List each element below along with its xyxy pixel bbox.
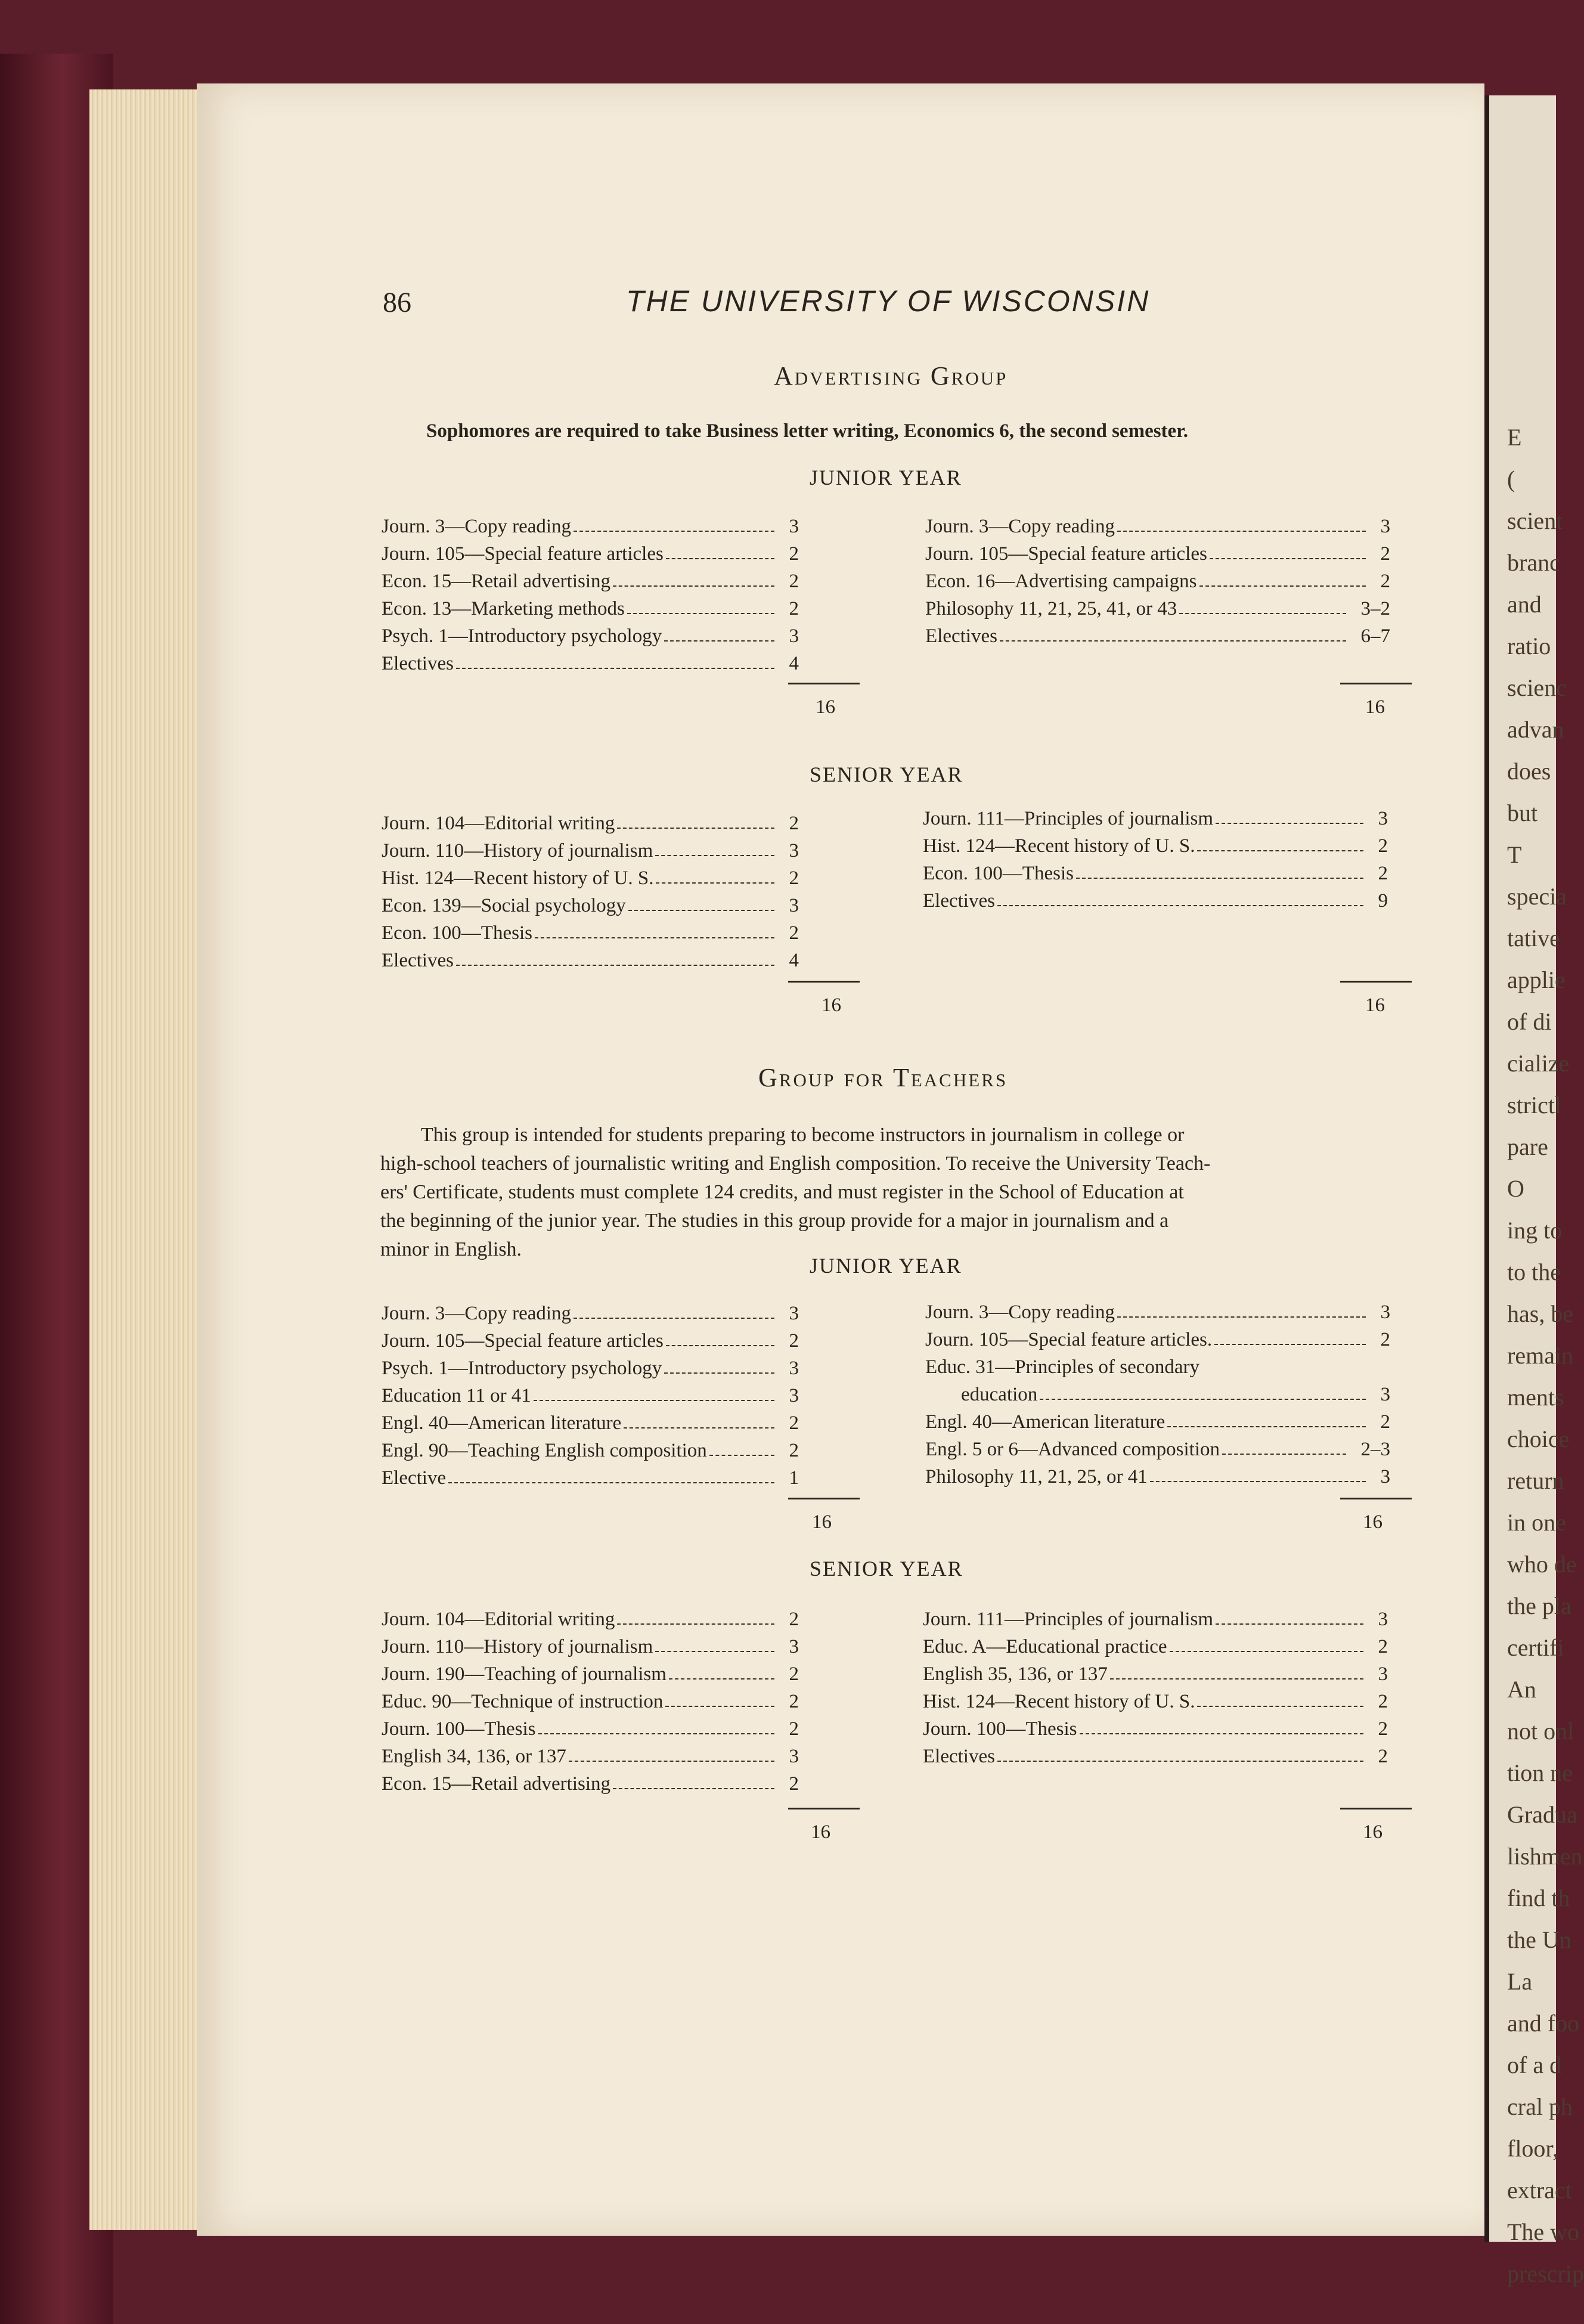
page-number: 86 bbox=[383, 287, 411, 318]
dot-leader bbox=[1170, 1650, 1363, 1652]
dot-leader bbox=[1040, 1398, 1366, 1400]
dot-leader bbox=[1117, 1315, 1366, 1318]
course-name: Journ. 3—Copy reading bbox=[925, 516, 1115, 537]
semester-total: 16 bbox=[822, 994, 841, 1016]
dot-leader bbox=[574, 1316, 774, 1319]
fragment-text: ( bbox=[1507, 466, 1515, 492]
course-row bbox=[382, 864, 799, 892]
total-rule bbox=[788, 1808, 860, 1809]
course-credits: 3 bbox=[789, 1303, 799, 1324]
course-name: Psych. 1—Introductory psychology bbox=[382, 625, 662, 647]
course-name: Electives bbox=[382, 950, 454, 971]
course-list-teachers-senior-second-semester bbox=[923, 1606, 1388, 1770]
teachers-paragraph bbox=[380, 1121, 1406, 1264]
dot-leader bbox=[664, 1371, 774, 1374]
course-row bbox=[925, 1299, 1390, 1326]
course-name: Journ. 105—Special feature articles bbox=[382, 543, 664, 565]
course-name: Engl. 5 or 6—Advanced composition bbox=[925, 1439, 1220, 1460]
course-credits: 3 bbox=[789, 625, 799, 647]
course-name: Educ. A—Educational practice bbox=[923, 1636, 1167, 1657]
fragment-text: floor, bbox=[1507, 2135, 1559, 2162]
course-row bbox=[923, 805, 1388, 832]
course-name: Journ. 3—Copy reading bbox=[382, 1303, 572, 1324]
course-row bbox=[382, 622, 799, 650]
course-credits: 1 bbox=[789, 1467, 799, 1489]
dot-leader bbox=[627, 612, 774, 614]
fragment-text: to the bbox=[1507, 1259, 1561, 1285]
course-row bbox=[382, 1409, 799, 1437]
course-credits: 3 bbox=[1378, 1663, 1388, 1685]
course-row bbox=[923, 887, 1388, 915]
course-credits: 4 bbox=[789, 950, 799, 971]
course-row bbox=[382, 650, 799, 677]
course-credits: 3 bbox=[789, 1358, 799, 1379]
total-rule bbox=[1340, 1808, 1412, 1809]
dot-leader bbox=[534, 1399, 774, 1401]
fragment-text: of di bbox=[1507, 1008, 1552, 1035]
dot-leader bbox=[1197, 1705, 1363, 1707]
course-row bbox=[925, 1436, 1390, 1463]
course-credits: 2 bbox=[1380, 1411, 1390, 1433]
year-label: SENIOR YEAR bbox=[810, 763, 963, 786]
dot-leader bbox=[997, 904, 1363, 906]
course-name: Hist. 124—Recent history of U. S. bbox=[923, 1691, 1195, 1712]
course-row bbox=[382, 1300, 799, 1327]
course-name: Journ. 3—Copy reading bbox=[925, 1302, 1115, 1323]
course-row bbox=[382, 1464, 799, 1492]
course-credits: 2 bbox=[789, 813, 799, 834]
course-list-teachers-senior-first-semester bbox=[382, 1606, 799, 1798]
section-heading-teachers: Group for Teachers bbox=[758, 1063, 1008, 1092]
dot-leader bbox=[628, 909, 774, 911]
course-row bbox=[382, 1327, 799, 1355]
course-row bbox=[382, 892, 799, 919]
course-credits: 2 bbox=[789, 1718, 799, 1740]
course-row bbox=[925, 1326, 1390, 1353]
course-name: Econ. 100—Thesis bbox=[382, 922, 532, 944]
dot-leader bbox=[1000, 639, 1346, 642]
course-credits: 2 bbox=[789, 867, 799, 889]
fragment-text: has, be bbox=[1507, 1300, 1574, 1327]
course-credits: 3 bbox=[1378, 1609, 1388, 1630]
dot-leader bbox=[617, 1622, 774, 1625]
course-credits: 3 bbox=[1378, 808, 1388, 829]
course-name: Philosophy 11, 21, 25, or 41 bbox=[925, 1466, 1148, 1488]
course-name: English 34, 136, or 137 bbox=[382, 1746, 566, 1767]
course-row bbox=[382, 810, 799, 837]
course-credits: 2 bbox=[1378, 1636, 1388, 1657]
course-credits: 2–3 bbox=[1360, 1439, 1390, 1460]
paragraph-line: This group is intended for students preparing to become instructors in journalism in college or bbox=[421, 1124, 1185, 1146]
course-row bbox=[382, 513, 799, 540]
course-name: Econ. 15—Retail advertising bbox=[382, 1773, 610, 1795]
dot-leader bbox=[1110, 1677, 1363, 1680]
course-row bbox=[382, 568, 799, 595]
dot-leader bbox=[669, 1677, 774, 1680]
dot-leader bbox=[655, 1650, 774, 1652]
course-credits: 2 bbox=[1378, 1718, 1388, 1740]
dot-leader bbox=[1179, 612, 1346, 614]
semester-total: 16 bbox=[1365, 696, 1385, 718]
fragment-text: Gradua bbox=[1507, 1801, 1577, 1828]
course-name: Psych. 1—Introductory psychology bbox=[382, 1358, 662, 1379]
fragment-text: strictl bbox=[1507, 1092, 1562, 1118]
course-list-teachers-junior-first-semester bbox=[382, 1300, 799, 1492]
course-row bbox=[382, 1355, 799, 1382]
dot-leader bbox=[665, 1705, 774, 1707]
dot-leader bbox=[656, 881, 774, 884]
course-credits: 3 bbox=[789, 516, 799, 537]
course-row bbox=[382, 1660, 799, 1688]
total-rule bbox=[788, 683, 860, 684]
dot-leader bbox=[1080, 1732, 1363, 1734]
course-name: Econ. 100—Thesis bbox=[923, 863, 1074, 884]
course-list-advertising-junior-second-semester bbox=[925, 513, 1390, 650]
course-name: Journ. 110—History of journalism bbox=[382, 1636, 653, 1657]
fragment-text: choice bbox=[1507, 1426, 1570, 1452]
course-credits: 3 bbox=[1380, 1302, 1390, 1323]
course-name: Electives bbox=[382, 653, 454, 674]
course-row bbox=[382, 1382, 799, 1409]
fragment-text: La bbox=[1507, 1968, 1533, 1995]
running-head: THE UNIVERSITY OF WISCONSIN bbox=[626, 284, 1151, 318]
fragment-text: the pla bbox=[1507, 1592, 1571, 1619]
semester-total: 16 bbox=[1363, 1821, 1382, 1843]
course-name: Econ. 16—Advertising campaigns bbox=[925, 571, 1197, 592]
fragment-text: scient bbox=[1507, 507, 1563, 534]
fragment-text: remain bbox=[1507, 1342, 1574, 1369]
dot-leader bbox=[709, 1454, 774, 1456]
fragment-text: but bbox=[1507, 800, 1538, 826]
dot-leader bbox=[1216, 1622, 1363, 1625]
fragment-text: who de bbox=[1507, 1551, 1577, 1578]
dot-leader bbox=[456, 963, 774, 966]
total-rule bbox=[1340, 1498, 1412, 1499]
course-row bbox=[925, 513, 1390, 540]
course-row bbox=[923, 1660, 1388, 1688]
course-name: Journ. 104—Editorial writing bbox=[382, 813, 615, 834]
sophomore-note: Sophomores are required to take Business letter writing, Economics 6, the second semester. bbox=[426, 420, 1189, 442]
course-credits: 2 bbox=[789, 1412, 799, 1434]
year-label: JUNIOR YEAR bbox=[810, 1254, 962, 1278]
course-row bbox=[382, 540, 799, 568]
dot-leader bbox=[448, 1481, 774, 1483]
fragment-text: O bbox=[1507, 1175, 1524, 1202]
course-name: Engl. 40—American literature bbox=[382, 1412, 622, 1434]
course-row bbox=[925, 540, 1390, 568]
fragment-text: find th bbox=[1507, 1885, 1570, 1911]
semester-total: 16 bbox=[816, 696, 835, 718]
course-row bbox=[382, 947, 799, 974]
fragment-text: does bbox=[1507, 758, 1551, 785]
fragment-text: branc bbox=[1507, 549, 1560, 576]
paragraph-line: minor in English. bbox=[380, 1238, 522, 1260]
semester-total: 16 bbox=[812, 1511, 832, 1533]
dot-leader bbox=[1076, 876, 1363, 879]
fragment-text: prescrip bbox=[1507, 2260, 1584, 2287]
course-list-advertising-senior-first-semester bbox=[382, 810, 799, 974]
course-credits: 2 bbox=[789, 1440, 799, 1461]
dot-leader bbox=[1214, 1343, 1366, 1345]
course-row bbox=[925, 1463, 1390, 1491]
course-credits: 2 bbox=[789, 1609, 799, 1630]
dot-leader bbox=[655, 854, 774, 856]
fragment-text: An bbox=[1507, 1676, 1536, 1703]
course-name: Electives bbox=[923, 890, 995, 912]
total-rule bbox=[788, 1498, 860, 1499]
course-row bbox=[925, 1381, 1390, 1408]
course-name: Econ. 139—Social psychology bbox=[382, 895, 626, 916]
course-name: Electives bbox=[925, 625, 997, 647]
course-credits: 2 bbox=[789, 1330, 799, 1352]
course-name: Engl. 90—Teaching English composition bbox=[382, 1440, 707, 1461]
course-row bbox=[382, 1606, 799, 1633]
course-credits: 3 bbox=[789, 840, 799, 862]
course-name: Journ. 190—Teaching of journalism bbox=[382, 1663, 667, 1685]
course-credits: 2 bbox=[789, 543, 799, 565]
fragment-text: tion ne bbox=[1507, 1759, 1573, 1786]
course-credits: 2 bbox=[1378, 863, 1388, 884]
course-row bbox=[923, 1715, 1388, 1743]
course-name: Journ. 3—Copy reading bbox=[382, 516, 572, 537]
course-credits: 2 bbox=[1378, 1746, 1388, 1767]
dot-leader bbox=[1197, 849, 1363, 851]
year-label: SENIOR YEAR bbox=[810, 1557, 963, 1581]
fragment-text: not onl bbox=[1507, 1718, 1574, 1744]
course-name: Journ. 104—Editorial writing bbox=[382, 1609, 615, 1630]
course-credits: 3 bbox=[789, 1636, 799, 1657]
semester-total: 16 bbox=[811, 1821, 830, 1843]
section-heading-advertising: Advertising Group bbox=[774, 361, 1008, 391]
paragraph-line: high-school teachers of journalistic writing and English composition. To receive the University Teach- bbox=[380, 1152, 1211, 1175]
total-rule bbox=[788, 981, 860, 983]
course-credits: 6–7 bbox=[1360, 625, 1390, 647]
fragment-text: and bbox=[1507, 591, 1542, 618]
course-name: Hist. 124—Recent history of U. S. bbox=[382, 867, 654, 889]
course-name: Electives bbox=[923, 1746, 995, 1767]
course-name: Journ. 111—Principles of journalism bbox=[923, 1609, 1214, 1630]
fragment-text: and foo bbox=[1507, 2010, 1580, 2037]
course-credits: 3 bbox=[1380, 516, 1390, 537]
course-credits: 4 bbox=[789, 653, 799, 674]
course-name: Journ. 105—Special feature articles bbox=[382, 1330, 664, 1352]
course-row bbox=[382, 1688, 799, 1715]
dot-leader bbox=[997, 1759, 1363, 1762]
course-credits: 3 bbox=[789, 1385, 799, 1406]
course-row bbox=[923, 1606, 1388, 1633]
fragment-text: in one bbox=[1507, 1509, 1566, 1536]
course-list-advertising-junior-first-semester bbox=[382, 513, 799, 677]
fragment-text: ing to bbox=[1507, 1217, 1563, 1244]
fragment-text: lishmen bbox=[1507, 1843, 1583, 1870]
dot-leader bbox=[1167, 1425, 1366, 1427]
fragment-text: cral ph bbox=[1507, 2093, 1573, 2120]
course-row bbox=[923, 832, 1388, 860]
fragment-text: ments bbox=[1507, 1384, 1564, 1411]
course-credits: 2 bbox=[1380, 571, 1390, 592]
course-credits: 2 bbox=[1380, 1329, 1390, 1350]
course-row bbox=[382, 837, 799, 864]
dot-leader bbox=[613, 1787, 774, 1789]
dot-leader bbox=[1150, 1480, 1366, 1482]
fragment-text: certifi bbox=[1507, 1634, 1564, 1661]
course-list-teachers-junior-second-semester bbox=[925, 1299, 1390, 1491]
course-row bbox=[923, 1688, 1388, 1715]
course-row bbox=[925, 568, 1390, 595]
course-name: Education 11 or 41 bbox=[382, 1385, 531, 1406]
dot-leader bbox=[666, 1344, 774, 1346]
course-credits: 2 bbox=[789, 922, 799, 944]
course-name: Philosophy 11, 21, 25, 41, or 43 bbox=[925, 598, 1177, 619]
dot-leader bbox=[1222, 1452, 1346, 1455]
course-credits: 3 bbox=[789, 895, 799, 916]
course-row bbox=[923, 860, 1388, 887]
fragment-text: advan bbox=[1507, 716, 1564, 743]
fragment-text: tative bbox=[1507, 925, 1560, 952]
course-row bbox=[925, 595, 1390, 622]
course-name: English 35, 136, or 137 bbox=[923, 1663, 1108, 1685]
course-name: Journ. 100—Thesis bbox=[923, 1718, 1077, 1740]
total-rule bbox=[1340, 981, 1412, 983]
course-row bbox=[923, 1633, 1388, 1660]
course-credits: 3 bbox=[1380, 1384, 1390, 1405]
fragment-text: E bbox=[1507, 424, 1522, 451]
dot-leader bbox=[617, 826, 774, 829]
dot-leader bbox=[666, 557, 774, 559]
course-list-advertising-senior-second-semester bbox=[923, 805, 1388, 915]
course-row bbox=[382, 1437, 799, 1464]
course-row bbox=[925, 622, 1390, 650]
fragment-text: cialize bbox=[1507, 1050, 1570, 1077]
course-row bbox=[382, 1715, 799, 1743]
course-credits: 2 bbox=[789, 1663, 799, 1685]
course-credits: 2 bbox=[1378, 1691, 1388, 1712]
fragment-text: applie bbox=[1507, 966, 1566, 993]
dot-leader bbox=[1117, 529, 1366, 532]
course-row bbox=[923, 1743, 1388, 1770]
dot-leader bbox=[535, 936, 774, 938]
fragment-text: pare bbox=[1507, 1133, 1548, 1160]
course-credits: 9 bbox=[1378, 890, 1388, 912]
dot-leader bbox=[456, 667, 774, 669]
course-row bbox=[382, 919, 799, 947]
course-name: Journ. 105—Special feature articles. bbox=[925, 1329, 1213, 1350]
course-name: Educ. 90—Technique of instruction bbox=[382, 1691, 664, 1712]
dot-leader bbox=[538, 1732, 774, 1734]
course-name: Journ. 100—Thesis bbox=[382, 1718, 536, 1740]
course-credits: 2 bbox=[1380, 543, 1390, 565]
course-credits: 2 bbox=[789, 598, 799, 619]
course-credits: 2 bbox=[789, 1773, 799, 1795]
course-name: Journ. 111—Principles of journalism bbox=[923, 808, 1214, 829]
course-row bbox=[382, 595, 799, 622]
course-name: Educ. 31—Principles of secondary bbox=[925, 1356, 1200, 1378]
paragraph-line: the beginning of the junior year. The studies in this group provide for a major in journalism and a bbox=[380, 1210, 1169, 1232]
fragment-text: The wo bbox=[1507, 2218, 1580, 2245]
dot-leader bbox=[1199, 584, 1366, 587]
dot-leader bbox=[664, 639, 774, 642]
course-name: Econ. 15—Retail advertising bbox=[382, 571, 610, 592]
dot-leader bbox=[1210, 557, 1366, 559]
dot-leader bbox=[574, 529, 774, 532]
course-row bbox=[925, 1408, 1390, 1436]
course-name: Journ. 110—History of journalism bbox=[382, 840, 653, 862]
dot-leader bbox=[1216, 822, 1363, 824]
fragment-text: return bbox=[1507, 1467, 1564, 1494]
course-row bbox=[925, 1353, 1390, 1381]
course-row bbox=[382, 1743, 799, 1770]
fragment-text: ratio bbox=[1507, 633, 1551, 659]
course-credits: 3 bbox=[789, 1746, 799, 1767]
course-name: education bbox=[961, 1384, 1038, 1405]
fragment-text: specia bbox=[1507, 883, 1567, 910]
paragraph-line: ers' Certificate, students must complete 124 credits, and must register in the School of Education at bbox=[380, 1181, 1184, 1203]
course-credits: 2 bbox=[1378, 835, 1388, 857]
course-row bbox=[382, 1633, 799, 1660]
dot-leader bbox=[624, 1426, 774, 1429]
fragment-text: extract bbox=[1507, 2177, 1572, 2204]
dot-leader bbox=[569, 1759, 774, 1762]
total-rule bbox=[1340, 683, 1412, 684]
dot-leader bbox=[613, 584, 774, 587]
course-name: Hist. 124—Recent history of U. S. bbox=[923, 835, 1195, 857]
course-credits: 2 bbox=[789, 571, 799, 592]
course-row bbox=[382, 1770, 799, 1798]
course-credits: 2 bbox=[789, 1691, 799, 1712]
fragment-text: of a d bbox=[1507, 2052, 1562, 2078]
course-credits: 3–2 bbox=[1360, 598, 1390, 619]
course-name: Journ. 105—Special feature articles bbox=[925, 543, 1207, 565]
year-label: JUNIOR YEAR bbox=[810, 466, 962, 489]
fragment-text: the Un bbox=[1507, 1926, 1571, 1953]
semester-total: 16 bbox=[1365, 994, 1385, 1016]
course-name: Econ. 13—Marketing methods bbox=[382, 598, 625, 619]
semester-total: 16 bbox=[1363, 1511, 1382, 1533]
course-credits: 3 bbox=[1380, 1466, 1390, 1488]
fragment-text: scienc bbox=[1507, 674, 1567, 701]
course-name: Engl. 40—American literature bbox=[925, 1411, 1165, 1433]
course-name: Elective bbox=[382, 1467, 447, 1489]
fragment-text: T bbox=[1507, 841, 1522, 868]
